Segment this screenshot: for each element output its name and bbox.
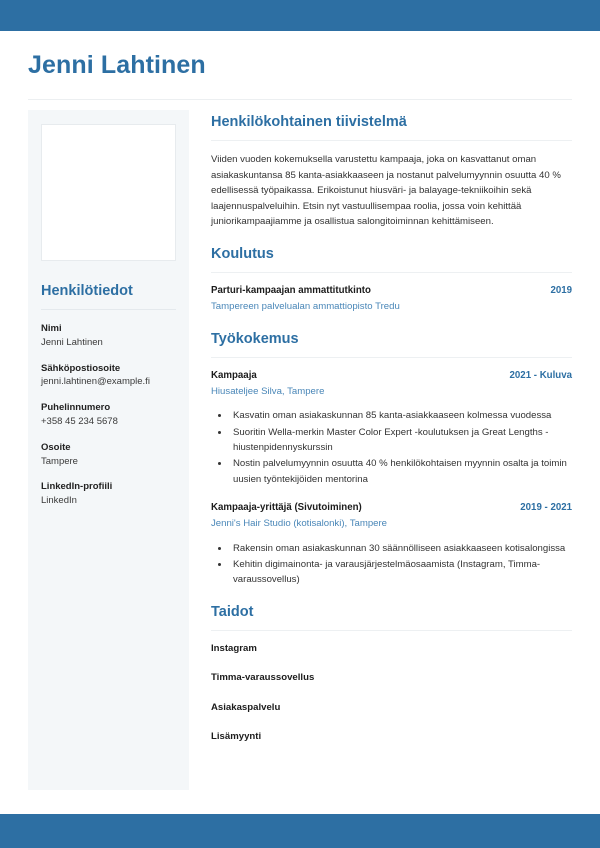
detail-value: Jenni Lahtinen — [41, 336, 103, 348]
detail-field-name — [41, 322, 176, 350]
list-item: • Kasvatin oman asiakaskunnan 85 kanta-asiakkaaseen kolmessa vuodessa — [230, 408, 572, 423]
detail-value[interactable]: LinkedIn — [41, 495, 77, 507]
section-personal-summary — [211, 114, 572, 230]
summary-paragraph: Viiden vuoden kokemuksella varustettu kampaaja, joka on kasvattanut oman asiakaskuntansa 85 kanta-asiakkaaseen ja nostanut palvelumyynnin osuutta 40 % edellisessä työpaikassa. Erikoistunut hiusväri- ja balayage-tekniikoihin sekä laajennuspalveluihin. Etsin nyt vastuullisempaa roolia, jossa voin kehittää juniorikampaajiamme ja osallistua salongitoiminnan kehittämiseen. — [211, 154, 561, 228]
education-title: Parturi-kampaajan ammattitutkinto — [211, 285, 371, 297]
section-work-experience — [211, 331, 572, 588]
sidebar-heading-divider — [41, 309, 176, 310]
section-heading-skills: Taidot — [211, 603, 254, 620]
skill-item: Timma-varaussovellus — [211, 672, 315, 684]
bottom-accent-bar — [0, 814, 600, 848]
header-divider — [28, 99, 572, 100]
experience-bullet-list — [211, 541, 572, 588]
list-item: • Rakensin oman asiakaskunnan 30 säännölliseen asiakkaaseen kotisalongissa — [230, 541, 572, 556]
skill-item: Asiakaspalvelu — [211, 701, 281, 713]
section-heading-education: Koulutus — [211, 245, 274, 262]
experience-entry — [211, 369, 572, 487]
experience-job-title: Kampaaja — [211, 369, 257, 381]
entry-header — [211, 369, 572, 384]
profile-photo-placeholder[interactable] — [41, 124, 176, 261]
list-item: • Nostin palvelumyynnin osuutta 40 % henkilökohtaisen myynnin osalta ja toimin uusien työntekijöiden mentorina — [230, 456, 572, 487]
skill-item: Instagram — [211, 642, 257, 654]
section-heading-experience: Työkokemus — [211, 330, 299, 347]
detail-label: Sähköpostiosoite — [41, 362, 121, 374]
detail-label: Nimi — [41, 323, 62, 335]
experience-date: 2019 - 2021 — [520, 502, 572, 514]
detail-label: Puhelinnumero — [41, 402, 111, 414]
two-column-layout — [28, 110, 572, 790]
page-title: Jenni Lahtinen — [28, 51, 206, 79]
detail-value: jenni.lahtinen@example.fi — [41, 376, 150, 388]
section-skills — [211, 604, 572, 745]
list-item: • Suoritin Wella-merkin Master Color Expert -koulutuksen ja Great Lengths -hiustenpidennyskurssin — [230, 425, 572, 456]
section-divider — [211, 630, 572, 631]
education-date: 2019 — [550, 285, 572, 297]
experience-bullet-list — [211, 408, 572, 487]
name-block — [28, 31, 572, 100]
section-divider — [211, 140, 572, 141]
detail-field-linkedin — [41, 480, 176, 508]
skill-item: Lisämyynti — [211, 731, 262, 743]
experience-employer: Hiusateljee Silva, Tampere — [211, 385, 325, 397]
experience-employer: Jenni's Hair Studio (kotisalonki), Tampere — [211, 517, 388, 529]
detail-label: Osoite — [41, 441, 71, 453]
education-entry — [211, 284, 572, 314]
detail-value: +358 45 234 5678 — [41, 415, 118, 427]
detail-label: LinkedIn-profiili — [41, 481, 113, 493]
experience-job-title: Kampaaja-yrittäjä (Sivutoiminen) — [211, 502, 362, 514]
section-education — [211, 246, 572, 315]
resume-content — [0, 31, 600, 814]
detail-field-email — [41, 362, 176, 390]
section-divider — [211, 357, 572, 358]
experience-entry — [211, 501, 572, 587]
section-divider — [211, 272, 572, 273]
section-heading-summary: Henkilökohtainen tiivistelmä — [211, 113, 407, 130]
entry-header — [211, 501, 572, 516]
sidebar — [28, 110, 189, 790]
detail-field-phone — [41, 401, 176, 429]
experience-date: 2021 - Kuluva — [509, 369, 572, 381]
top-accent-bar — [0, 0, 600, 31]
education-institution: Tampereen palvelualan ammattiopisto Tredu — [211, 300, 400, 312]
entry-header — [211, 284, 572, 299]
list-item: • Kehitin digimainonta- ja varausjärjestelmäosaamista (Instagram, Timma-varaussovellus) — [230, 557, 572, 588]
detail-value: Tampere — [41, 455, 78, 467]
main-column — [189, 110, 572, 761]
sidebar-section-heading-personal-details: Henkilötiedot — [41, 282, 133, 299]
detail-field-address — [41, 441, 176, 469]
